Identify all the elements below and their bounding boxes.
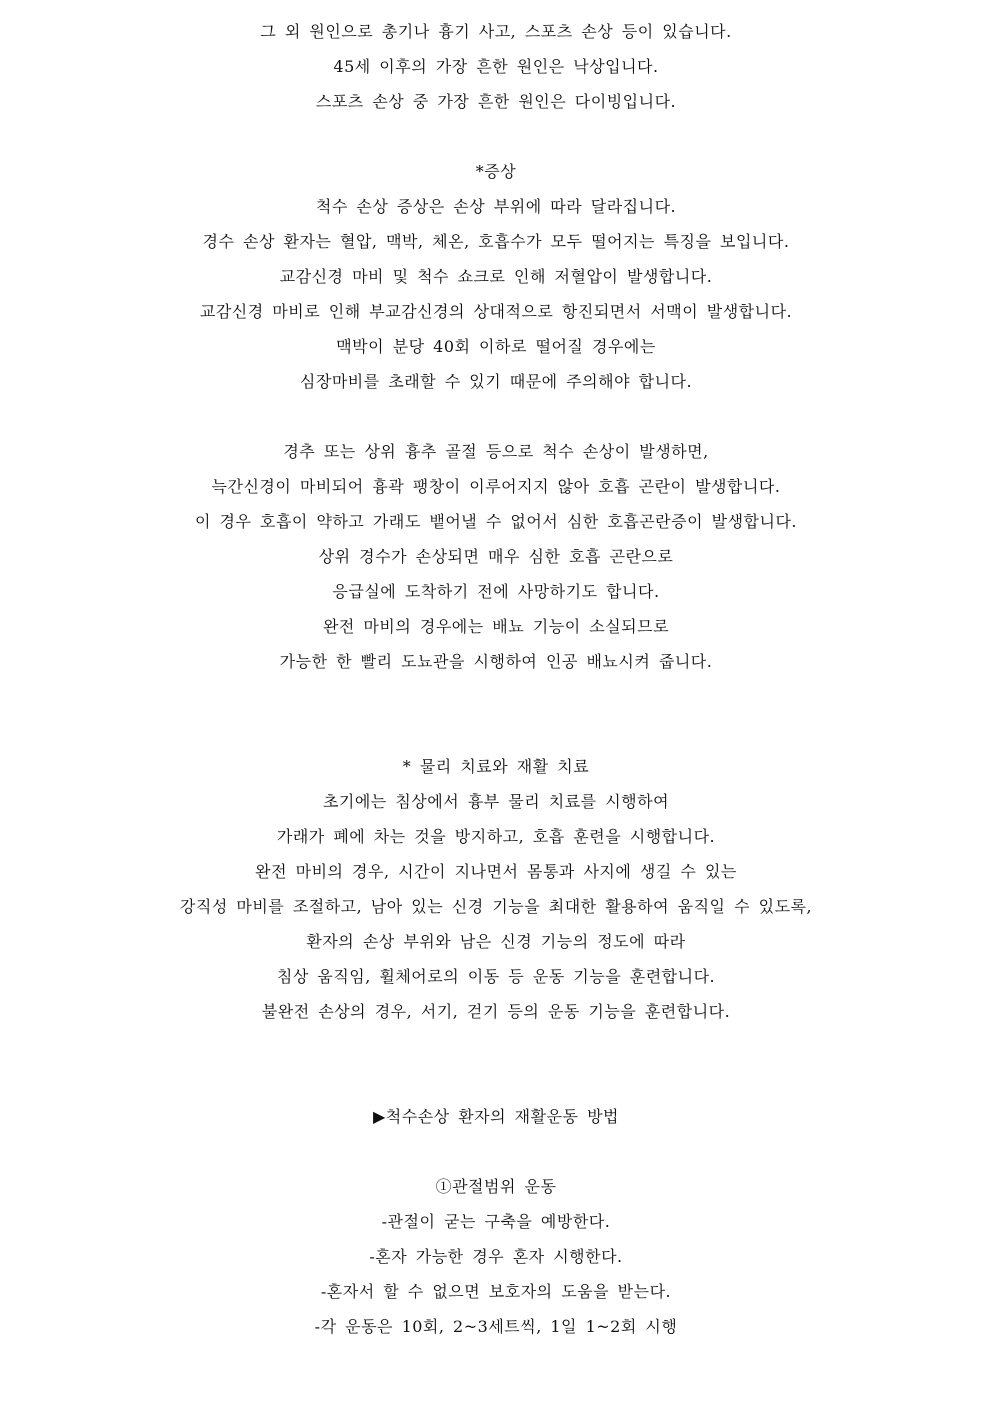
symptoms-paragraph-line: 늑간신경이 마비되어 흉곽 팽창이 이루어지지 않아 호흡 곤란이 발생합니다. bbox=[211, 477, 781, 496]
symptoms-paragraph-line: 상위 경수가 손상되면 매우 심한 호흡 곤란으로 bbox=[318, 547, 674, 566]
spacer bbox=[0, 679, 992, 714]
therapy-line: 가래가 폐에 차는 것을 방지하고, 호흡 훈련을 시행합니다. bbox=[276, 827, 716, 846]
spacer bbox=[0, 119, 992, 154]
rehab-heading: ▶척수손상 환자의 재활운동 방법 bbox=[373, 1107, 619, 1126]
spacer bbox=[0, 399, 992, 434]
symptoms-paragraph-line: 이 경우 호흡이 약하고 가래도 뱉어낼 수 없어서 심한 호흡곤란증이 발생합니다. bbox=[194, 512, 798, 531]
symptoms-paragraph-line: 가능한 한 빨리 도뇨관을 시행하여 인공 배뇨시켜 줍니다. bbox=[279, 652, 713, 671]
therapy-line: 침상 움직임, 휠체어로의 이동 등 운동 기능을 훈련합니다. bbox=[276, 967, 716, 986]
rehab-subheading: ①관절범위 운동 bbox=[435, 1177, 557, 1196]
spacer bbox=[0, 1029, 992, 1064]
symptoms-paragraph-line: 응급실에 도착하기 전에 사망하기도 합니다. bbox=[332, 582, 660, 601]
symptoms-section bbox=[0, 154, 992, 679]
symptoms-line: 척수 손상 증상은 손상 부위에 따라 달라집니다. bbox=[315, 197, 677, 216]
rehab-section bbox=[0, 1099, 992, 1344]
symptoms-paragraph-line: 완전 마비의 경우에는 배뇨 기능이 소실되므로 bbox=[322, 617, 670, 636]
spacer bbox=[0, 714, 992, 749]
therapy-section bbox=[0, 749, 992, 1029]
rehab-item: -혼자 가능한 경우 혼자 시행한다. bbox=[369, 1247, 623, 1266]
symptoms-line: 심장마비를 초래할 수 있기 때문에 주의해야 합니다. bbox=[299, 372, 693, 391]
intro-line: 그 외 원인으로 총기나 흉기 사고, 스포츠 손상 등이 있습니다. bbox=[260, 22, 732, 41]
symptoms-line: 교감신경 마비 및 척수 쇼크로 인해 저혈압이 발생합니다. bbox=[279, 267, 713, 286]
symptoms-line: 경수 손상 환자는 혈압, 맥박, 체온, 호흡수가 모두 떨어지는 특징을 보입니다. bbox=[202, 232, 790, 251]
rehab-item: -혼자서 할 수 없으면 보호자의 도움을 받는다. bbox=[320, 1282, 672, 1301]
symptoms-heading: *증상 bbox=[475, 162, 517, 181]
document-page bbox=[0, 14, 992, 1344]
spacer bbox=[0, 1064, 992, 1099]
therapy-line: 초기에는 침상에서 흉부 물리 치료를 시행하여 bbox=[322, 792, 670, 811]
symptoms-paragraph-line: 경추 또는 상위 흉추 골절 등으로 척수 손상이 발생하면, bbox=[283, 442, 709, 461]
therapy-heading: * 물리 치료와 재활 치료 bbox=[402, 757, 590, 776]
symptoms-line: 맥박이 분당 40회 이하로 떨어질 경우에는 bbox=[336, 337, 656, 356]
rehab-item: -각 운동은 10회, 2~3세트씩, 1일 1~2회 시행 bbox=[314, 1317, 678, 1336]
spacer bbox=[0, 1134, 992, 1169]
intro-line: 45세 이후의 가장 흔한 원인은 낙상입니다. bbox=[333, 57, 659, 76]
therapy-line: 불완전 손상의 경우, 서기, 걷기 등의 운동 기능을 훈련합니다. bbox=[261, 1002, 731, 1021]
therapy-line: 완전 마비의 경우, 시간이 지나면서 몸통과 사지에 생길 수 있는 bbox=[255, 862, 737, 881]
intro-section bbox=[0, 14, 992, 119]
rehab-item: -관절이 굳는 구축을 예방한다. bbox=[381, 1212, 611, 1231]
therapy-line: 환자의 손상 부위와 남은 신경 기능의 정도에 따라 bbox=[306, 932, 686, 951]
intro-line: 스포츠 손상 중 가장 흔한 원인은 다이빙입니다. bbox=[315, 92, 677, 111]
therapy-line: 강직성 마비를 조절하고, 남아 있는 신경 기능을 최대한 활용하여 움직일 수 있도록, bbox=[179, 897, 813, 916]
symptoms-line: 교감신경 마비로 인해 부교감신경의 상대적으로 항진되면서 서맥이 발생합니다. bbox=[199, 302, 793, 321]
